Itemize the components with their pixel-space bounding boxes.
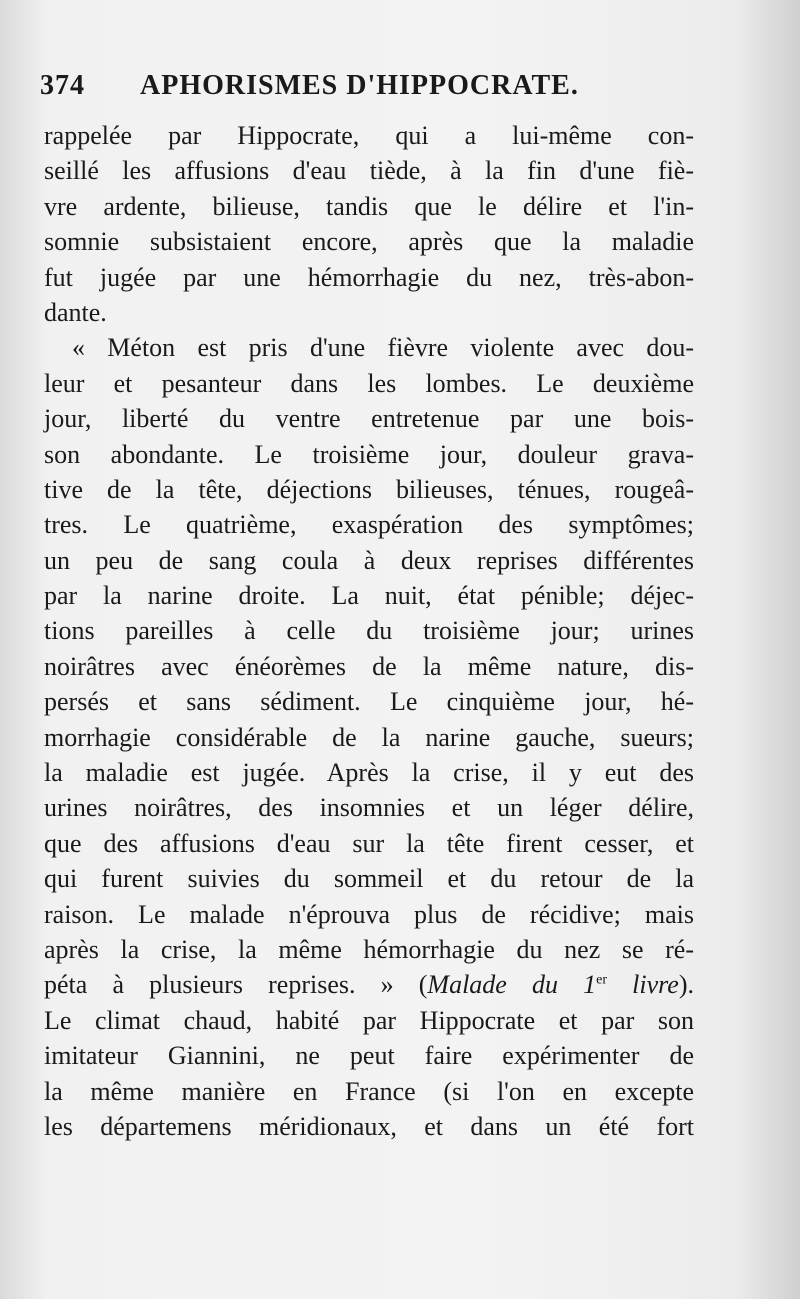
text-line: un peu de sang coula à deux reprises différentes — [44, 545, 694, 575]
text-line: qui furent suivies du sommeil et du retour de la — [44, 864, 694, 894]
text-line: tres. Le quatrième, exaspération des symptômes; — [44, 510, 694, 540]
text-line: noirâtres avec énéorèmes de la même nature, dis- — [44, 651, 694, 681]
text-line: après la crise, la même hémorrhagie du nez se ré- — [44, 934, 694, 964]
running-title: APHORISMES D'HIPPOCRATE. — [140, 70, 579, 101]
text-line: son abondante. Le troisième jour, douleur grava- — [44, 439, 694, 469]
text-line: leur et pesanteur dans les lombes. Le deuxième — [44, 368, 694, 398]
text-line: persés et sans sédiment. Le cinquième jour, hé- — [44, 687, 694, 717]
text-line: par la narine droite. La nuit, état pénible; déjec- — [44, 581, 694, 611]
text-line: la même manière en France (si l'on en excepte — [44, 1076, 694, 1106]
text-line: morrhagie considérable de la narine gauche, sueurs; — [44, 722, 694, 752]
text-line: dante. — [44, 297, 107, 327]
text-line: fut jugée par une hémorrhagie du nez, très-abon- — [44, 262, 694, 292]
text-line: raison. Le malade n'éprouva plus de récidive; mais — [44, 899, 694, 929]
text-line: somnie subsistaient encore, après que la maladie — [44, 227, 694, 257]
page-header — [40, 70, 740, 118]
text-line: imitateur Giannini, ne peut faire expérimenter de — [44, 1041, 694, 1071]
text-line: que des affusions d'eau sur la tête firent cesser, et — [44, 828, 694, 858]
text-line: la maladie est jugée. Après la crise, il y eut des — [44, 758, 694, 788]
text-line: jour, liberté du ventre entretenue par une bois- — [44, 404, 694, 434]
text-fragment: péta à plusieurs reprises. » ( — [44, 970, 428, 1000]
text-fragment: ). — [678, 970, 695, 1000]
text-line: seillé les affusions d'eau tiède, à la fin d'une fiè- — [44, 156, 694, 186]
text-line: tive de la tête, déjections bilieuses, ténues, rougeâ- — [44, 474, 694, 504]
text-line: vre ardente, bilieuse, tandis que le délire et l'in- — [44, 191, 694, 221]
text-line: les départemens méridionaux, et dans un été fort — [44, 1111, 694, 1141]
text-line: urines noirâtres, des insomnies et un léger délire, — [44, 793, 694, 823]
ordinal-superscript: er — [596, 972, 608, 988]
text-line: rappelée par Hippocrate, qui a lui-même con- — [44, 121, 694, 150]
citation-book: livre — [632, 970, 679, 1000]
citation-line — [44, 967, 694, 1002]
body-text — [44, 118, 694, 1144]
text-line: Le climat chaud, habité par Hippocrate et par son — [44, 1005, 694, 1035]
text-line: « Méton est pris d'une fièvre violente avec dou- — [72, 333, 694, 363]
text-line: tions pareilles à celle du troisième jour; urines — [44, 616, 694, 646]
page-number: 374 — [40, 70, 85, 101]
citation-title: Malade du 1 — [427, 970, 597, 1000]
